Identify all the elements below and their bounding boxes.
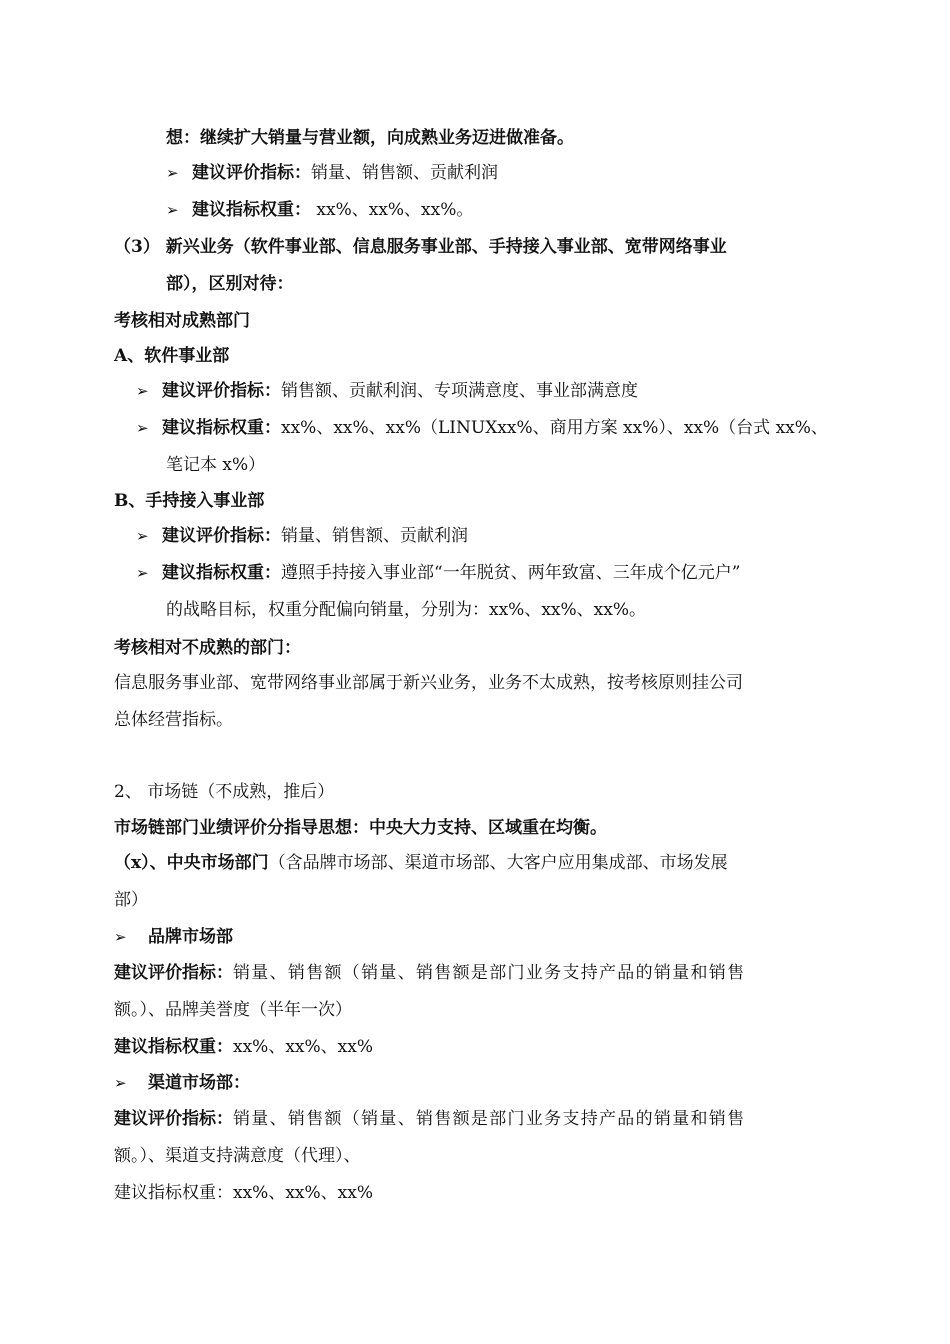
central-market-cont: 部） bbox=[114, 890, 148, 910]
brand-weight-line bbox=[114, 1029, 373, 1065]
central-market-label: （x）、中央市场部门 bbox=[114, 853, 269, 873]
arrow-bullet-icon: ➢ bbox=[136, 382, 149, 400]
bullet-label: 建议评价指标： bbox=[162, 381, 281, 401]
bullet-text: 销量、销售额、贡献利润 bbox=[281, 526, 468, 546]
handheld-dept-heading: B、手持接入事业部 bbox=[114, 491, 265, 511]
bullet-label: 建议指标权重： bbox=[192, 200, 311, 220]
bullet-text: 遵照手持接入事业部“一年脱贫、两年致富、三年成个亿元户” bbox=[281, 563, 741, 583]
bullet-eval-indicators bbox=[166, 155, 498, 191]
handheld-weight-cont: 的战略目标，权重分配偏向销量，分别为：xx%、xx%、xx%。 bbox=[166, 600, 646, 620]
brand-weight-text: xx%、xx%、xx% bbox=[233, 1037, 373, 1057]
bullet-label: 建议指标权重： bbox=[162, 563, 281, 583]
bullet-text: 销售额、贡献利润、专项满意度、事业部满意度 bbox=[281, 381, 638, 401]
section-3-heading: （3） 新兴业务（软件事业部、信息服务事业部、手持接入事业部、宽带网络事业 bbox=[114, 237, 727, 257]
bullet-label: 建议评价指标： bbox=[192, 163, 311, 183]
channel-eval-label: 建议评价指标： bbox=[114, 1109, 233, 1129]
bullet-weight bbox=[166, 192, 473, 228]
brand-eval-cont: 额。）、品牌美誉度（半年一次） bbox=[114, 1000, 352, 1020]
brand-eval-label: 建议评价指标： bbox=[114, 963, 233, 983]
bullet-text: 销量、销售额、贡献利润 bbox=[311, 163, 498, 183]
brand-eval-line bbox=[114, 955, 745, 991]
channel-eval-cont: 额。）、渠道支持满意度（代理）、 bbox=[114, 1146, 361, 1166]
handheld-eval-bullet bbox=[136, 518, 468, 554]
channel-market-label: 渠道市场部： bbox=[148, 1073, 250, 1093]
bullet-text: xx%、xx%、xx%。 bbox=[311, 200, 474, 220]
arrow-bullet-icon: ➢ bbox=[136, 564, 149, 582]
channel-weight-line: 建议指标权重：xx%、xx%、xx% bbox=[114, 1183, 373, 1203]
immature-heading: 考核相对不成熟的部门： bbox=[114, 638, 301, 658]
market-guide-line: 市场链部门业绩评价分指导思想：中央大力支持、区域重在均衡。 bbox=[114, 818, 607, 838]
arrow-bullet-icon: ➢ bbox=[166, 201, 179, 219]
bullet-label: 建议指标权重： bbox=[162, 418, 281, 438]
section-3-heading-cont: 部），区别对待： bbox=[166, 274, 294, 294]
central-market-text: （含品牌市场部、渠道市场部、大客户应用集成部、市场发展 bbox=[268, 853, 728, 873]
bullet-label: 建议评价指标： bbox=[162, 526, 281, 546]
brand-weight-label: 建议指标权重： bbox=[114, 1037, 233, 1057]
handheld-weight-bullet bbox=[136, 555, 740, 591]
arrow-bullet-icon: ➢ bbox=[114, 928, 127, 946]
immature-paragraph-line: 信息服务事业部、宽带网络事业部属于新兴业务，业务不太成熟，按考核原则挂公司 bbox=[114, 673, 743, 693]
brand-market-heading bbox=[114, 919, 233, 955]
central-market-line bbox=[114, 845, 728, 881]
brand-market-label: 品牌市场部 bbox=[148, 927, 233, 947]
arrow-bullet-icon: ➢ bbox=[136, 527, 149, 545]
software-eval-bullet bbox=[136, 373, 638, 409]
arrow-bullet-icon: ➢ bbox=[136, 419, 149, 437]
software-dept-heading: A、软件事业部 bbox=[114, 346, 230, 366]
channel-eval-line bbox=[114, 1101, 745, 1137]
arrow-bullet-icon: ➢ bbox=[114, 1074, 127, 1092]
immature-paragraph-line: 总体经营指标。 bbox=[114, 710, 233, 730]
channel-market-heading bbox=[114, 1065, 250, 1101]
arrow-bullet-icon: ➢ bbox=[166, 164, 179, 182]
bullet-text: xx%、xx%、xx%（LINUXxx%、商用方案 xx%）、xx%（台式 xx%、 bbox=[281, 418, 828, 438]
intro-line: 想：继续扩大销量与营业额，向成熟业务迈进做准备。 bbox=[166, 128, 574, 148]
section-2-heading: 2、 市场链（不成熟，推后） bbox=[114, 782, 335, 802]
channel-eval-text: 销量、销售额（销量、销售额是部门业务支持产品的销量和销售 bbox=[233, 1109, 746, 1129]
software-weight-bullet bbox=[136, 410, 828, 446]
brand-eval-text: 销量、销售额（销量、销售额是部门业务支持产品的销量和销售 bbox=[233, 963, 746, 983]
software-weight-cont: 笔记本 x%） bbox=[166, 455, 266, 475]
mature-heading: 考核相对成熟部门 bbox=[114, 311, 250, 331]
